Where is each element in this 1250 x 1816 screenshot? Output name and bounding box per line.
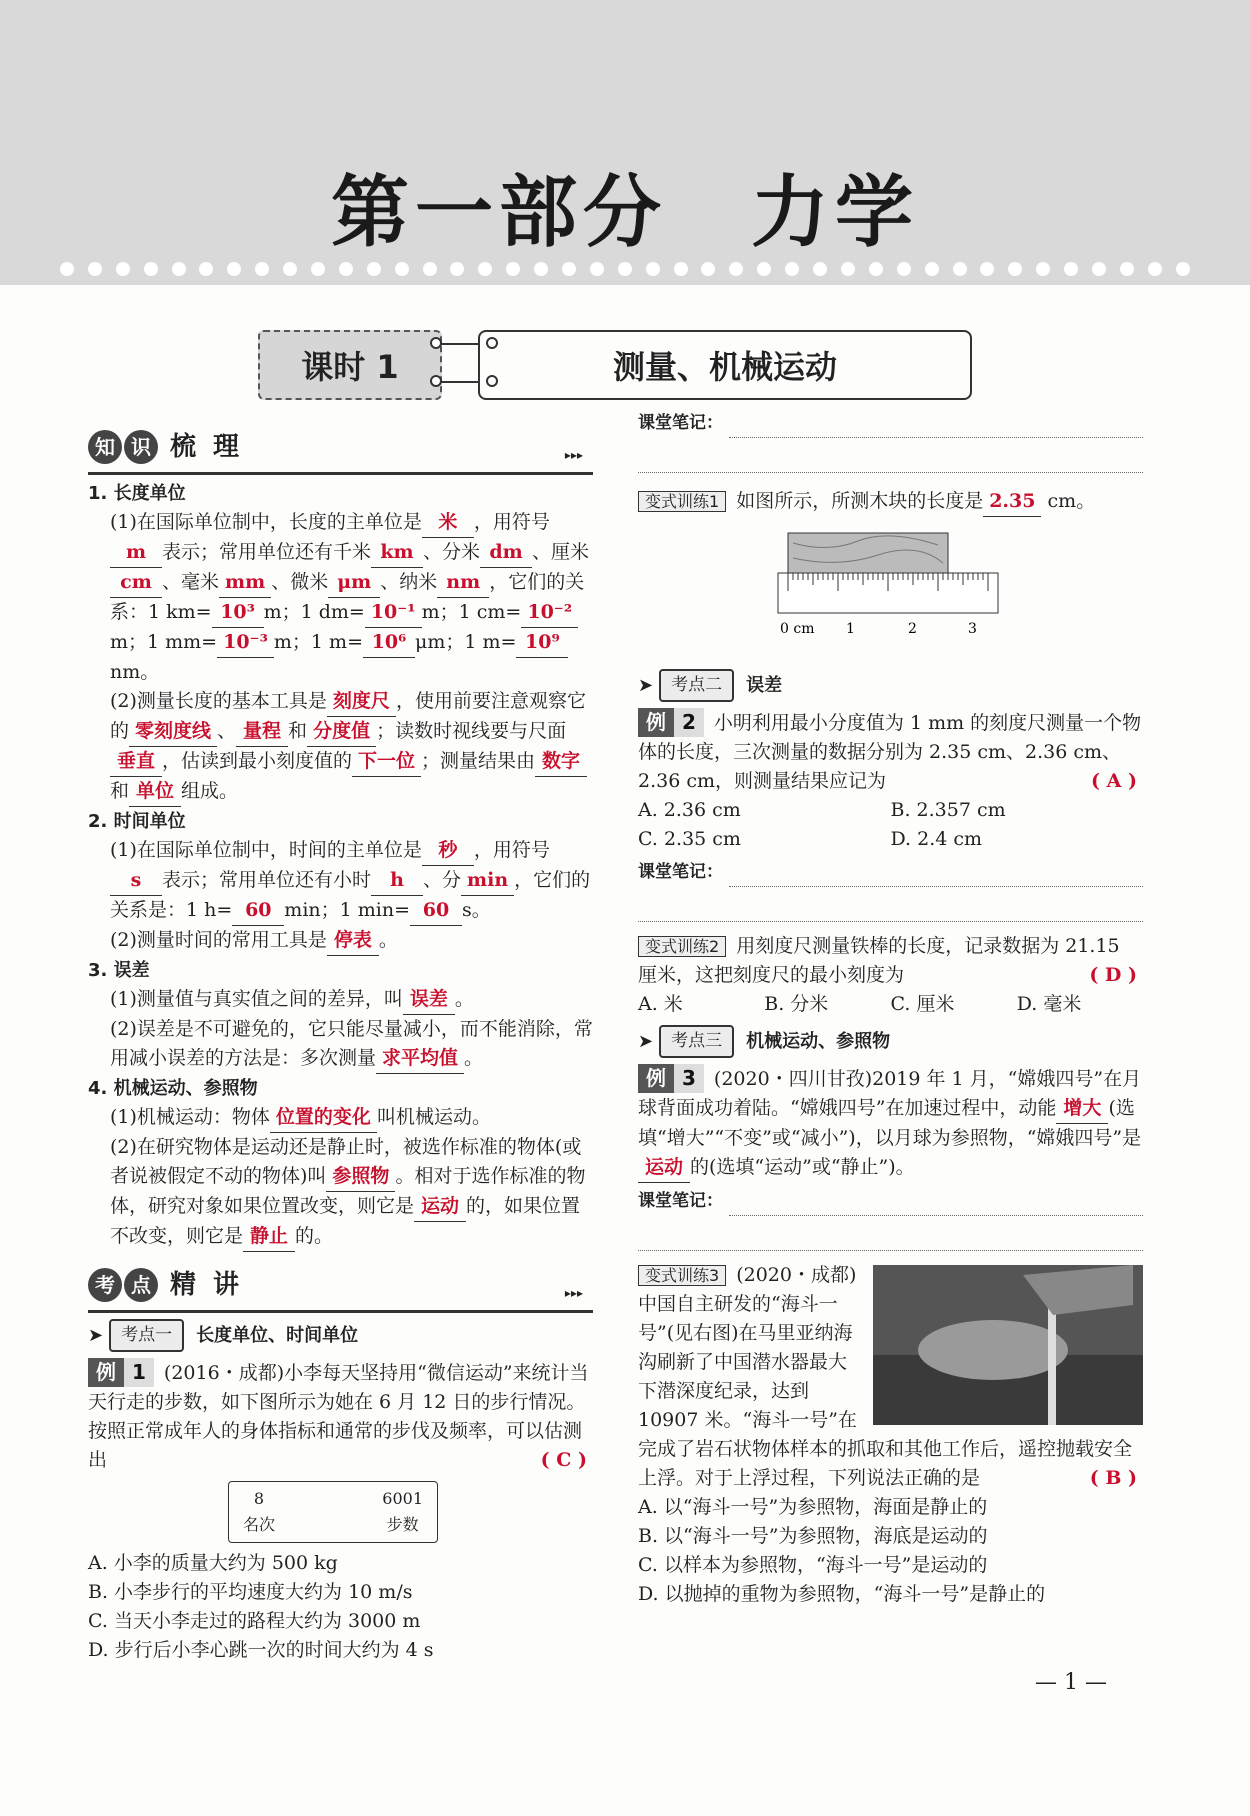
keypoint-tag: 考点一 [109,1319,184,1352]
answer: 零刻度线 [129,717,217,747]
lesson-title: 测量、机械运动 [478,330,972,400]
option-d: D. 2.4 cm [890,828,983,850]
connector-line [440,343,480,345]
option-c: C. 以样本为参照物，“海斗一号”是运动的 [638,1554,988,1576]
arrow-icon: ➤ [88,1325,104,1346]
rank-value: 8 [253,1489,265,1508]
answer: 下一位 [352,747,421,777]
answer: ( C ) [540,1449,587,1471]
variant-1: 变式训练1 如图所示，所测木块的长度是 2.35 cm。 [638,487,1143,517]
variant-tag: 变式训练2 [638,936,726,957]
example-label: 例 3 [638,1064,704,1093]
answer: cm [110,568,162,598]
answer: 米 [422,508,474,538]
example-2-options [638,796,1143,854]
paragraph: (2)测量时间的常用工具是 停表 。 [88,926,593,956]
answer: μm [328,568,380,598]
example-1: 例 1 (2016・成都)小李每天坚持用“微信运动”来统计当天行走的步数，如下图所示为她在 6 月 12 日的步行情况。按照正常成年人的身体指标和通常的步伐及频率，可以估测出 ( C ) [88,1358,593,1475]
option-b: B. 2.357 cm [890,799,1006,821]
answer: 10⁻² [521,598,578,628]
ruler-label-1: 1 [846,621,855,637]
ruler-label-3: 3 [968,621,977,637]
answer: 60 [410,896,462,926]
title-banner [0,0,1250,285]
note-label: 课堂笔记： [638,413,723,433]
note-line [638,891,1143,922]
section-header-knowledge [88,422,593,475]
option-a: A. 小李的质量大约为 500 kg [88,1552,338,1574]
paragraph: (1)在国际单位制中，长度的主单位是 米 ，用符号m 表示；常用单位还有千米 km 、分米 dm 、厘米cm 、毫米 mm 、微米 μm 、纳米 nm ，它们的关系：1 km= 10³ m；1 dm= 10⁻¹ m；1 cm= 10⁻²m；1 mm= 10⁻³ m；1 m= 10⁶ μm；1 m= 10⁹nm。 [88,508,593,687]
answer: 误差 [403,985,455,1015]
badge-icon: 识 [124,430,158,464]
answer: 2.35 [983,487,1041,517]
answer: 10⁶ [363,628,415,658]
answer: 求平均值 [376,1044,464,1074]
answer: km [371,538,423,568]
variant-3-text: (2020・成都)中国自主研发的“海斗一号”(见右图)在马里亚纳海沟刷新了中国潜水器最大下潜深度纪录，达到 10907 米。“海斗一号”在完成了岩石状物体样本的抓取和其他工作后，遥控抛载安全上浮。对于上浮过程，下列说法正确的是 [638,1264,1133,1489]
option-d: D. 以抛掉的重物为参照物，“海斗一号”是静止的 [638,1583,1046,1605]
connector-line [440,381,480,383]
variant-2-options [638,990,1143,1019]
example-label: 例 1 [88,1358,154,1387]
answer: 静止 [243,1222,295,1252]
heading: 4. 机械运动、参照物 [88,1078,258,1099]
class-notes [638,409,1143,438]
badge-icon: 知 [88,430,122,464]
keypoint-1 [88,1319,593,1352]
answer: min [461,866,514,896]
rank-label: 名次 [243,1515,276,1534]
option-a: A. 以“海斗一号”为参照物，海面是静止的 [638,1496,988,1518]
answer: m [110,538,162,568]
steps-label: 步数 [386,1515,419,1534]
option-b: B. 以“海斗一号”为参照物，海底是运动的 [638,1525,988,1547]
option-c: C. 当天小李走过的路程大约为 3000 m [88,1610,421,1632]
submersible-photo [873,1265,1143,1425]
answer: 10⁹ [516,628,568,658]
steps-value: 6001 [382,1489,423,1508]
option-d: D. 步行后小李心跳一次的时间大约为 4 s [88,1639,434,1661]
answer: h [371,866,423,896]
keypoint-name: 误差 [746,675,783,696]
answer: 10⁻¹ [365,598,422,628]
note-label: 课堂笔记： [638,1191,723,1211]
paragraph: (2)误差是不可避免的，它只能尽量减小，而不能消除，常用减小误差的方法是：多次测量 求平均值 。 [88,1015,593,1074]
heading: 3. 误差 [88,960,150,981]
option-a: A. 米 [638,993,683,1015]
heading: 2. 时间单位 [88,811,186,832]
note-line [638,1220,1143,1251]
arrow-icon: ➤ [638,1031,654,1052]
keypoint-name: 长度单位、时间单位 [196,1325,359,1346]
ruler-label-2: 2 [908,621,917,637]
option-a: A. 2.36 cm [638,799,741,821]
page-number: — 1 — [1035,1670,1107,1695]
answer: nm [437,568,489,598]
keypoint-tag: 考点二 [659,669,734,702]
answer: 位置的变化 [270,1103,377,1133]
note-label: 课堂笔记： [638,862,723,882]
option-b: B. 小李步行的平均速度大约为 10 m/s [88,1581,413,1603]
example-2: 例 2 小明利用最小分度值为 1 mm 的刻度尺测量一个物体的长度，三次测量的数据分别为 2.35 cm、2.36 cm、2.36 cm，则测量结果应记为 ( A ) [638,708,1143,796]
answer: 参照物 [326,1162,395,1192]
option-d: D. 毫米 [1016,993,1082,1015]
option-c: C. 厘米 [890,993,955,1015]
answer: ( B ) [1089,1467,1137,1489]
ring-icon [430,337,442,349]
wechat-steps-table [228,1481,438,1543]
ring-icon [430,375,442,387]
paragraph: (1)机械运动：物体 位置的变化 叫机械运动。 [88,1103,593,1133]
class-notes [638,858,1143,887]
answer: 量程 [236,717,288,747]
left-column [88,422,593,1665]
answer: ( A ) [1091,770,1137,792]
arrows-icon: ▸▸▸ [564,1286,583,1300]
answer: 秒 [422,836,474,866]
answer: 刻度尺 [327,687,396,717]
section-title: 精 讲 [170,1269,244,1300]
answer: 10³ [212,598,264,628]
right-column [638,405,1143,1609]
option-b: B. 分米 [764,993,829,1015]
variant-tag: 变式训练3 [638,1265,726,1286]
answer: 停表 [327,926,379,956]
option-c: C. 2.35 cm [638,828,741,850]
variant-tag: 变式训练1 [638,491,726,512]
answer: 分度值 [307,717,376,747]
ruler-figure [768,523,1008,663]
keypoint-3 [638,1025,1143,1058]
answer: 数字 [535,747,587,777]
section-title: 梳 理 [170,431,244,462]
keypoint-2 [638,669,1143,702]
answer: dm [480,538,532,568]
ruler-label-0: 0 cm [780,621,815,637]
badge-icon: 点 [124,1268,158,1302]
answer: 增大 [1056,1094,1108,1124]
example-3: 例 3 (2020・四川甘孜)2019 年 1 月，“嫦娥四号”在月球背面成功着陆。“嫦娥四号”在加速过程中，动能 增大 (选填“增大”“不变”或“减小”)，以月球为参照物，“嫦娥四号”是运动 的(选填“运动”或“静止”)。 [638,1064,1143,1183]
answer: 10⁻³ [217,628,274,658]
arrow-icon: ➤ [638,675,654,696]
paragraph: (2)测量长度的基本工具是 刻度尺 ，使用前要注意观察它的 零刻度线 、 量程 和 分度值 ；读数时视线要与尺面垂直 ，估读到最小刻度值的 下一位 ；测量结果由 数字和 单位 组成。 [88,687,593,807]
answer: 垂直 [110,747,162,777]
answer: ( D ) [1089,964,1137,986]
paragraph: (2)在研究物体是运动还是静止时，被选作标准的物体(或者说被假定不动的物体)叫 参照物 。相对于选作标准的物体，研究对象如果位置改变，则它是 运动 的，如果位置不改变，则它是 静止 的。 [88,1133,593,1252]
section-header-keypoints [88,1260,593,1313]
note-line [638,442,1143,473]
variant-2: 变式训练2 用刻度尺测量铁棒的长度，记录数据为 21.15 厘米，这把刻度尺的最小刻度为 ( D ) [638,932,1143,990]
paragraph: (1)在国际单位制中，时间的主单位是 秒 ，用符号s 表示；常用单位还有小时 h 、分 min ，它们的关系是：1 h= 60 min；1 min= 60 s。 [88,836,593,926]
variant-3 [638,1261,1143,1609]
answer: mm [219,568,271,598]
badge-icon: 考 [88,1268,122,1302]
keypoint-tag: 考点三 [659,1025,734,1058]
answer: s [110,866,162,896]
part-title: 第一部分 力学 [330,168,919,258]
arrows-icon: ▸▸▸ [564,448,583,462]
answer: 运动 [638,1153,690,1183]
paragraph: (1)测量值与真实值之间的差异，叫 误差 。 [88,985,593,1015]
keypoint-name: 机械运动、参照物 [746,1031,891,1052]
heading: 1. 长度单位 [88,483,186,504]
class-notes [638,1187,1143,1216]
answer: 60 [232,896,284,926]
example-label: 例 2 [638,708,704,737]
answer: 单位 [129,777,181,807]
answer: 运动 [414,1192,466,1222]
lesson-tag: 课时 1 [258,330,442,400]
banner-dots [60,262,1190,276]
